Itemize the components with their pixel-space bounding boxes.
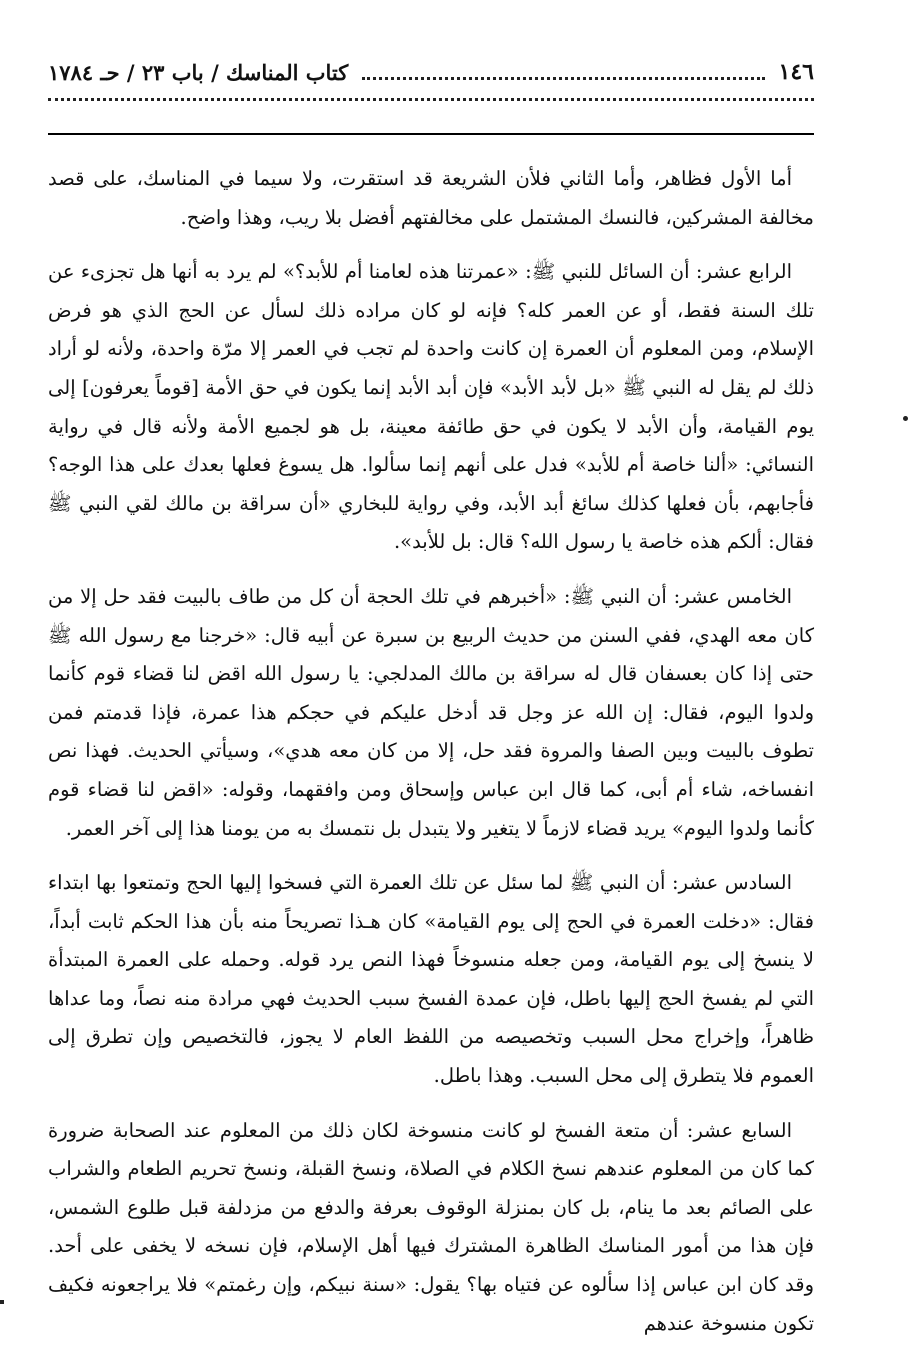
running-title: كتاب المناسك / باب ٢٣ / حـ ١٧٨٤ xyxy=(48,59,349,85)
page-header xyxy=(48,54,814,90)
page-number: ١٤٦ xyxy=(778,59,814,85)
header-rule xyxy=(48,133,814,135)
paragraph-fourteenth: الرابع عشر: أن السائل للنبي ﷺ: «عمرتنا هذه لعامنا أم للأبد؟» لم يرد به أنها هل تجزىء عن تلك السنة فقط، أو عن العمر كله؟ فإنه لو كان مراده ذلك لسأل عن الحج الذي هو فرض الإسلام، ومن المعلوم أن العمرة إن كانت واحدة لم تجب في العمر إلا مرّة واحدة، ولأنه لو أراد ذلك لم يقل له النبي ﷺ «بل لأبد الأبد» فإن أبد الأبد إنما يكون في حق الأمة [قوماً يعرفون] إلى يوم القيامة، وأن الأبد لا يكون في حق طائفة معينة، بل هو لجميع الأمة ولأنه قال في رواية النسائي: «ألنا خاصة أم للأبد» فدل على أنهم إنما سألوا. هل يسوغ فعلها بعدك على هذا الوجه؟ فأجابهم، بأن فعلها كذلك سائغ أبد الأبد، وفي رواية للبخاري «أن سراقة بن مالك لقي النبي ﷺ فقال: ألكم هذه خاصة يا رسول الله؟ قال: بل للأبد». xyxy=(48,260,814,554)
dotted-separator xyxy=(48,98,814,101)
scan-mark xyxy=(903,416,908,421)
body-text xyxy=(48,160,814,1359)
paragraph-intro: أما الأول فظاهر، وأما الثاني فلأن الشريعة قد استقرت، ولا سيما في المناسك، على قصد مخالفة المشركين، فالنسك المشتمل على مخالفتهم أفضل بلا ريب، وهذا واضح. xyxy=(48,167,814,229)
paragraph-fifteenth: الخامس عشر: أن النبي ﷺ: «أخبرهم في تلك الحجة أن كل من طاف بالبيت فقد حل إلا من كان معه الهدي، ففي السنن من حديث الربيع بن سبرة عن أبيه قال: «خرجنا مع رسول الله ﷺ حتى إذا كان بعسفان قال له سراقة بن مالك المدلجي: يا رسول الله اقض لنا قضاء قوم كأنما ولدوا اليوم، فقال: إن الله عز وجل قد أدخل عليكم في حجكم هذا عمرة، فإذا قدمتم فمن تطوف بالبيت وبين الصفا والمروة فقد حل، إلا من كان معه هدي»، وسيأتي الحديث. فهذا نص انفساخه، شاء أم أبى، كما قال ابن عباس وإسحاق ومن وافقهما، وقوله: «اقض لنا قضاء قوم كأنما ولدوا اليوم» يريد قضاء لازماً لا يتغير ولا يتبدل بل نتمسك به من يومنا هذا إلى آخر العمر. xyxy=(48,584,814,840)
paragraph-seventeenth: السابع عشر: أن متعة الفسخ لو كانت منسوخة لكان ذلك من المعلوم عند الصحابة ضرورة كما كان من المعلوم عندهم نسخ الكلام في الصلاة، ونسخ القبلة، ونسخ تحريم الطعام والشراب على الصائم بعد ما ينام، بل كان بمنزلة الوقوف بعرفة والدفع من مزدلفة قبل طلوع الشمس، فإن هذا من أمور المناسك الظاهرة المشترك فيها أهل الإسلام، فإن نسخه لا يخفى على أحد. وقد كان ابن عباس إذا سألوه عن فتياه بها؟ يقول: «سنة نبيكم، وإن رغمتم» فلا يراجعونه فكيف تكون منسوخة عندهم xyxy=(48,1118,814,1335)
scan-mark xyxy=(0,1300,4,1304)
header-dotted-leader xyxy=(362,77,764,80)
paragraph-sixteenth: السادس عشر: أن النبي ﷺ لما سئل عن تلك العمرة التي فسخوا إليها الحج وتمتعوا بها ابتداء فقال: «دخلت العمرة في الحج إلى يوم القيامة» كان هـذا تصريحاً منه بأن هذا الحكم ثابت أبداً، لا ينسخ إلى يوم القيامة، ومن جعله منسوخاً فهذا النص يرد قوله. وحمله على العمرة المبتدأة التي لم يفسخ الحج إليها باطل، فإن عمدة الفسخ سبب الحديث فهي مرادة منه نصاً، وما عداها ظاهراً، وإخراج محل السبب وتخصيصه من اللفظ العام لا يجوز، فالتخصيص وإن تطرق إلى العموم فلا يتطرق إلى محل السبب. وهذا باطل. xyxy=(48,871,814,1088)
